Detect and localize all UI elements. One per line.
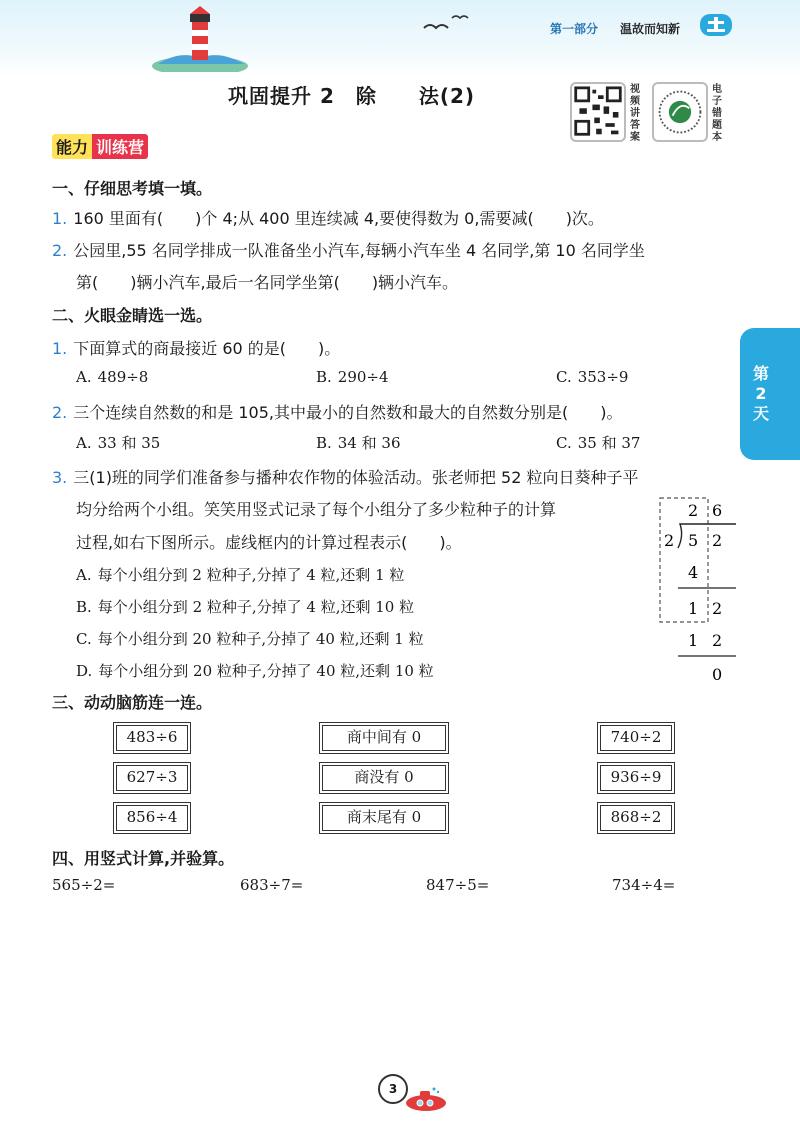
sec2-q3-option-d[interactable]: D. 每个小组分到 20 粒种子,分掉了 40 粒,还剩 10 粒 <box>76 662 434 680</box>
match-left-1[interactable]: 483÷6 <box>116 725 188 751</box>
qr-video-label: 视频讲答案 <box>630 84 640 143</box>
section4-heading: 四、用竖式计算,并验算。 <box>52 849 235 868</box>
question-number: 3. <box>52 468 68 487</box>
sec2-question-3-cont-1: 均分给两个小组。笑笑用竖式记录了每个小组分了多少粒种子的计算 <box>76 500 557 519</box>
question-number: 1. <box>52 339 68 358</box>
sec2-q2-option-b[interactable]: B. 34 和 36 <box>316 434 401 452</box>
long-division-diagram <box>650 496 740 686</box>
qr-code-mistakes[interactable] <box>652 82 708 142</box>
question-text: 160 里面有( )个 4;从 400 里连续减 4,要使得数为 0,需要减( )次。 <box>73 209 604 228</box>
match-right-2[interactable]: 936÷9 <box>600 765 672 791</box>
section2-heading: 二、火眼金睛选一选。 <box>52 306 213 325</box>
page-title: 巩固提升 2 除 法(2) <box>228 84 476 108</box>
match-left-2[interactable]: 627÷3 <box>116 765 188 791</box>
sec1-question-2 <box>52 238 645 261</box>
calc-item-4: 734÷4= <box>612 876 676 894</box>
section-tag <box>52 134 148 158</box>
question-number: 2. <box>52 403 68 422</box>
match-middle-1[interactable]: 商中间有 0 <box>322 725 446 751</box>
qr-code-video[interactable] <box>570 82 626 142</box>
section3-heading: 三、动动脑筋连一连。 <box>52 693 213 712</box>
sec2-q3-option-a[interactable]: A. 每个小组分到 2 粒种子,分掉了 4 粒,还剩 1 粒 <box>76 566 405 584</box>
dashed-box <box>660 498 708 622</box>
quotient-digit-2: 6 <box>712 501 723 520</box>
match-right-3[interactable]: 868÷2 <box>600 805 672 831</box>
header-part-label: 第一部分 <box>550 22 599 36</box>
match-middle-2[interactable]: 商没有 0 <box>322 765 446 791</box>
lighthouse-illustration <box>150 6 250 72</box>
match-left-3[interactable]: 856÷4 <box>116 805 188 831</box>
section1-heading: 一、仔细思考填一填。 <box>52 179 213 198</box>
sec2-q1-option-c[interactable]: C. 353÷9 <box>556 368 629 386</box>
step2-digit-1: 1 <box>688 599 699 618</box>
divisor: 2 <box>664 531 675 550</box>
match-middle-3[interactable]: 商末尾有 0 <box>322 805 446 831</box>
page-number: 3 <box>378 1074 408 1104</box>
question-text: 下面算式的商最接近 60 的是( )。 <box>73 339 341 358</box>
sec2-q3-option-c[interactable]: C. 每个小组分到 20 粒种子,分掉了 40 粒,还剩 1 粒 <box>76 630 424 648</box>
sec2-q1-option-b[interactable]: B. 290÷4 <box>316 368 389 386</box>
question-text: 三(1)班的同学们准备参与播种农作物的体验活动。张老师把 52 粒向日葵种子平 <box>73 468 639 487</box>
sec2-question-3 <box>52 465 638 488</box>
question-number: 2. <box>52 241 68 260</box>
sec1-question-2-cont: 第( )辆小汽车,最后一名同学坐第( )辆小汽车。 <box>76 273 459 292</box>
step2-digit-2: 2 <box>712 599 723 618</box>
calc-item-3: 847÷5= <box>426 876 490 894</box>
sec2-q3-option-b[interactable]: B. 每个小组分到 2 粒种子,分掉了 4 粒,还剩 10 粒 <box>76 598 415 616</box>
step3-digit-1: 1 <box>688 631 699 650</box>
sun-badge-icon <box>698 10 734 40</box>
section-tag-part-a: 能力 <box>52 134 92 159</box>
step1-digit: 4 <box>688 563 699 582</box>
remainder: 0 <box>712 665 723 684</box>
submarine-icon <box>398 1086 452 1112</box>
header-band <box>0 0 800 78</box>
question-number: 1. <box>52 209 68 228</box>
calc-item-2: 683÷7= <box>240 876 304 894</box>
sec1-question-1 <box>52 206 604 229</box>
question-text: 公园里,55 名同学排成一队准备坐小汽车,每辆小汽车坐 4 名同学,第 10 名同学坐 <box>73 241 645 260</box>
sec2-question-2 <box>52 400 622 423</box>
step3-digit-2: 2 <box>712 631 723 650</box>
quotient-digit-1: 2 <box>688 501 699 520</box>
section-tag-part-b: 训练营 <box>92 134 148 159</box>
qr-mistakes-label: 电子错题本 <box>712 84 722 143</box>
bird-icon <box>420 12 470 34</box>
sec2-q2-option-a[interactable]: A. 33 和 35 <box>76 434 161 452</box>
header-slogan: 温故而知新 <box>620 22 681 36</box>
dividend-digit-2: 2 <box>712 531 723 550</box>
division-bracket <box>678 524 736 548</box>
dividend-digit-1: 5 <box>688 531 699 550</box>
calc-item-1: 565÷2= <box>52 876 116 894</box>
sec2-question-1 <box>52 336 340 359</box>
question-text: 三个连续自然数的和是 105,其中最小的自然数和最大的自然数分别是( )。 <box>73 403 623 422</box>
day-tab-label: 第2天 <box>752 364 769 423</box>
match-right-1[interactable]: 740÷2 <box>600 725 672 751</box>
sec2-q2-option-c[interactable]: C. 35 和 37 <box>556 434 641 452</box>
sec2-q1-option-a[interactable]: A. 489÷8 <box>76 368 149 386</box>
sec2-question-3-cont-2: 过程,如右下图所示。虚线框内的计算过程表示( )。 <box>76 533 462 552</box>
